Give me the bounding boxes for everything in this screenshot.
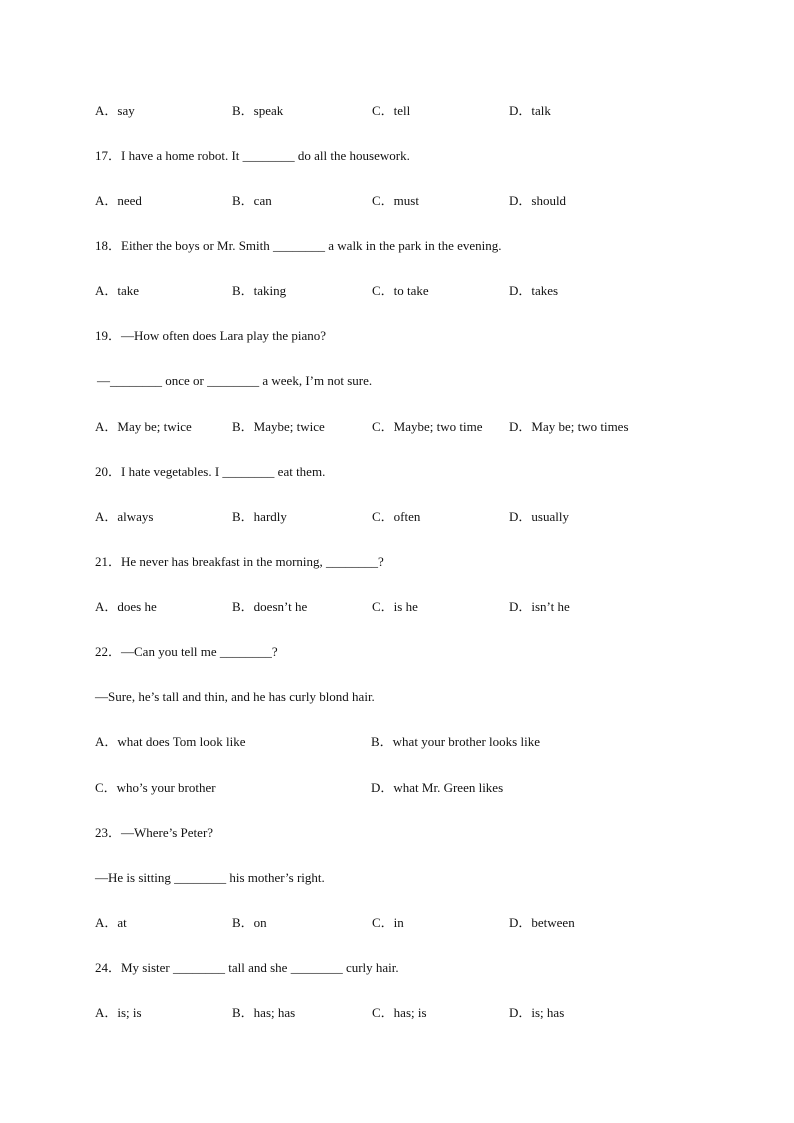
q16-option-d[interactable]: D．talk: [509, 103, 551, 118]
q19-stem: 19．—How often does Lara play the piano?: [95, 328, 327, 343]
q23-option-c[interactable]: C．in: [372, 915, 404, 930]
q22-option-c[interactable]: C．who’s your brother: [95, 780, 216, 795]
q21-option-d[interactable]: D．isn’t he: [509, 599, 570, 614]
q22-option-d[interactable]: D．what Mr. Green likes: [371, 780, 504, 795]
q23-option-d[interactable]: D．between: [509, 915, 575, 930]
q19-option-d[interactable]: D．May be; two times: [509, 419, 629, 434]
q24-stem: 24．My sister ________ tall and she ________ curly hair.: [95, 960, 399, 975]
q18-option-b[interactable]: B．taking: [232, 283, 287, 298]
q20-option-c[interactable]: C．often: [372, 509, 421, 524]
q24-option-d[interactable]: D．is; has: [509, 1005, 565, 1020]
q20-option-a[interactable]: A．always: [95, 509, 154, 524]
q17-option-d[interactable]: D．should: [509, 193, 567, 208]
q17-option-c[interactable]: C．must: [372, 193, 419, 208]
q23-option-b[interactable]: B．on: [232, 915, 267, 930]
q22-option-b[interactable]: B．what your brother looks like: [371, 734, 540, 749]
q16-option-b[interactable]: B．speak: [232, 103, 284, 118]
q21-stem: 21．He never has breakfast in the morning, ________?: [95, 554, 384, 569]
q17-option-a[interactable]: A．need: [95, 193, 142, 208]
q16-option-c[interactable]: C．tell: [372, 103, 411, 118]
q17-option-b[interactable]: B．can: [232, 193, 272, 208]
q19-option-a[interactable]: A．May be; twice: [95, 419, 192, 434]
q20-option-b[interactable]: B．hardly: [232, 509, 287, 524]
q21-option-b[interactable]: B．doesn’t he: [232, 599, 308, 614]
q23-option-a[interactable]: A．at: [95, 915, 127, 930]
q21-option-a[interactable]: A．does he: [95, 599, 157, 614]
q21-option-c[interactable]: C．is he: [372, 599, 418, 614]
q18-option-c[interactable]: C．to take: [372, 283, 429, 298]
q18-option-d[interactable]: D．takes: [509, 283, 559, 298]
q17-stem: 17．I have a home robot. It ________ do all the housework.: [95, 148, 410, 163]
q18-stem: 18．Either the boys or Mr. Smith ________ a walk in the park in the evening.: [95, 238, 502, 253]
q20-stem: 20．I hate vegetables. I ________ eat them.: [95, 464, 326, 479]
q24-option-b[interactable]: B．has; has: [232, 1005, 296, 1020]
q19-option-b[interactable]: B．Maybe; twice: [232, 419, 325, 434]
q19-reply: —________ once or ________ a week, I’m not sure.: [97, 373, 373, 388]
q23-stem: 23．—Where’s Peter?: [95, 825, 214, 840]
q22-reply: —Sure, he’s tall and thin, and he has curly blond hair.: [95, 689, 375, 704]
q22-option-a[interactable]: A．what does Tom look like: [95, 734, 246, 749]
q23-reply: —He is sitting ________ his mother’s right.: [95, 870, 325, 885]
q22-stem: 22．—Can you tell me ________?: [95, 644, 278, 659]
q19-option-c[interactable]: C．Maybe; two time: [372, 419, 483, 434]
q24-option-a[interactable]: A．is; is: [95, 1005, 142, 1020]
q20-option-d[interactable]: D．usually: [509, 509, 569, 524]
q16-option-a[interactable]: A．say: [95, 103, 135, 118]
q18-option-a[interactable]: A．take: [95, 283, 140, 298]
q24-option-c[interactable]: C．has; is: [372, 1005, 427, 1020]
